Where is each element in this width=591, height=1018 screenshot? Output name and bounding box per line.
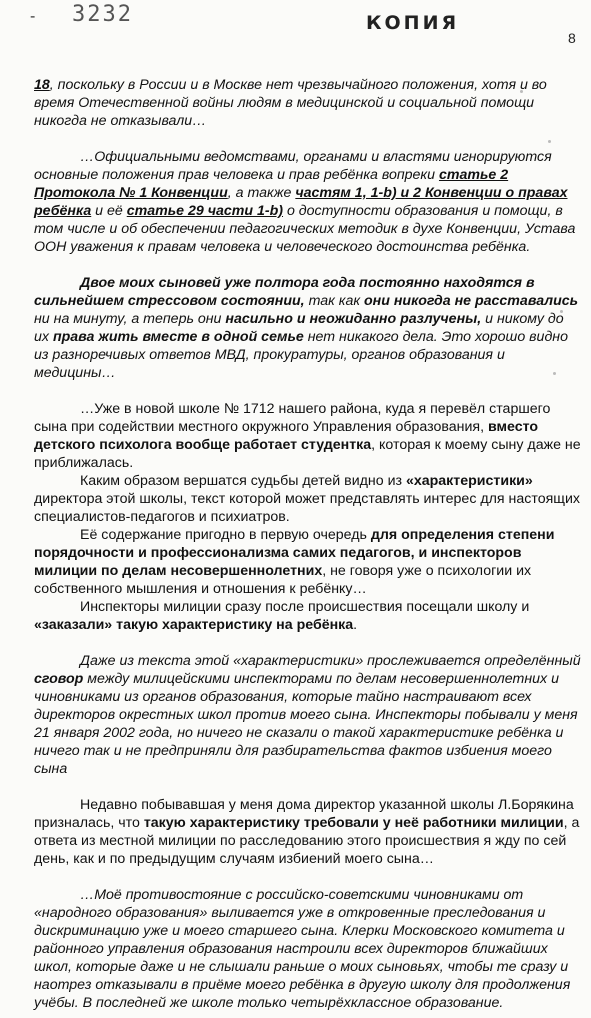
letter-body: [34, 76, 582, 1012]
paragraph-text: …Моё противостояние с российско-советскими чиновниками от «народного образования» выливается уже в откровенные преследования и дискриминацию уже и моего старшего сына. Клерки Московского комитета и районного управления образования настроили всех директоров ближайших школ, которые даже и не слышали раньше о моих сыновьях, чтобы те сразу и наотрез отказывали в приёме моего ребёнка в другую школу для продолжения учёбы. В последней же школе только четырёхклассное образование.: [34, 887, 571, 1011]
article-reference: 18: [34, 77, 50, 93]
paragraph-text: …Уже в новой школе № 1712 нашего района, куда я перевёл старшего сына при содействии местного окружного Управления образования,: [34, 401, 551, 435]
paragraph-9: [34, 796, 582, 868]
paragraph-text: Её содержание пригодно в первую очередь: [80, 527, 371, 543]
article-reference: частям 1, 1-b) и 2 Конвенции о правах ребёнка: [34, 185, 568, 219]
paragraph-text: и никому до их: [34, 311, 564, 345]
paragraph-text: Каким образом вершатся судьбы детей видно из: [80, 473, 406, 489]
paragraph-text: , не говоря уже о психологии их собственного мышления и отношения к ребёнку…: [34, 563, 532, 597]
paragraph-10: [34, 886, 582, 1012]
emphasis-text: насильно и неожиданно разлучены,: [225, 311, 482, 327]
document-number-stamp: 3232: [72, 2, 133, 27]
paragraph-text: , поскольку в России и в Москве нет чрезвычайного положения, хотя и во время Отечественной войны людям в медицинской и социальной помощи никогда не отказывали…: [34, 77, 547, 129]
paragraph-8: [34, 652, 582, 778]
paragraph-text: , а также: [227, 185, 296, 201]
paragraph-text: …Официальными ведомствами, органами и властями игнорируются основные положения прав человека и прав ребёнка вопреки: [34, 149, 552, 183]
paragraph-text: , которая к моему сыну даже не приближалась.: [34, 437, 581, 471]
paragraph-text: Даже из текста этой «характеристики» прослеживается определённый: [80, 653, 581, 669]
paragraph-text: между милицейскими инспекторами по делам несовершеннолетних и чиновниками из органов образования, которые тайно настраивают всех директоров окрестных школ против моего сына. Инспекторы побывали у меня 21 января 2002 года, но ничего не сказали о такой характеристике ребёнка и ничего так и не предприняли для разбирательства фактов избиения моего сына: [34, 671, 578, 777]
emphasis-text: вместо детского психолога вообще работает студентка: [34, 419, 539, 453]
paragraph-6: [34, 526, 582, 598]
paragraph-text: и её: [91, 203, 127, 219]
emphasis-text: Двое моих сыновей уже полтора года постоянно находятся в сильнейшем стрессовом состоянии,: [34, 275, 535, 309]
paragraph-text: директора этой школы, текст которой может представлять интерес для настоящих специалистов-педагогов и психиатров.: [34, 491, 580, 525]
page-number: 8: [568, 30, 576, 46]
paragraph-text: так как: [304, 293, 364, 309]
paragraph-text: о доступности образования и помощи, в том числе и об обеспечении педагогических методик в духе Конвенции, Устава ООН уважения к правам человека и человеческого достоинства ребёнка.: [34, 203, 576, 255]
emphasis-text: такую характеристику требовали у неё работники милиции: [143, 815, 564, 831]
emphasis-text: для определения степени порядочности и профессионализма самих педагогов, и инспекторов милиции по делам несовершеннолетних: [34, 527, 555, 579]
emphasis-text: «заказали» такую характеристику на ребёнка: [34, 617, 354, 633]
emphasis-text: «характеристики»: [405, 473, 533, 489]
paragraph-5: [34, 472, 582, 526]
emphasis-text: они никогда не расставались: [364, 293, 579, 309]
paragraph-text: Инспекторы милиции сразу после происшествия посещали школу и: [80, 599, 530, 615]
paragraph-2: [34, 148, 582, 256]
paragraph-4: [34, 400, 582, 472]
paragraph-text: , а ответа из местной милиции по расследованию этого происшествия я жду по сей день, как и по предыдущим случаям избиений моего сына…: [34, 815, 580, 867]
article-reference: статье 29 части 1-b): [126, 203, 284, 219]
copy-stamp: КОПИЯ: [366, 12, 460, 34]
article-reference: статье 2 Протокола № 1 Конвенции: [34, 167, 509, 201]
paragraph-text: .: [353, 617, 358, 633]
paragraph-7: [34, 598, 582, 634]
paragraph-text: ни на минуту, а теперь они: [34, 311, 226, 327]
margin-dash: -: [30, 8, 36, 25]
paragraph-1: [34, 76, 582, 130]
paragraph-text: нет никакого дела. Это хорошо видно из разноречивых ответов МВД, прокуратуры, органов образования и медицины…: [34, 329, 568, 381]
paragraph-text: Недавно побывавшая у меня дома директор указанной школы Л.Борякина призналась, что: [34, 797, 574, 831]
emphasis-text: права жить вместе в одной семье: [52, 329, 304, 345]
paragraph-3: [34, 274, 582, 382]
emphasis-text: сговор: [34, 671, 84, 687]
